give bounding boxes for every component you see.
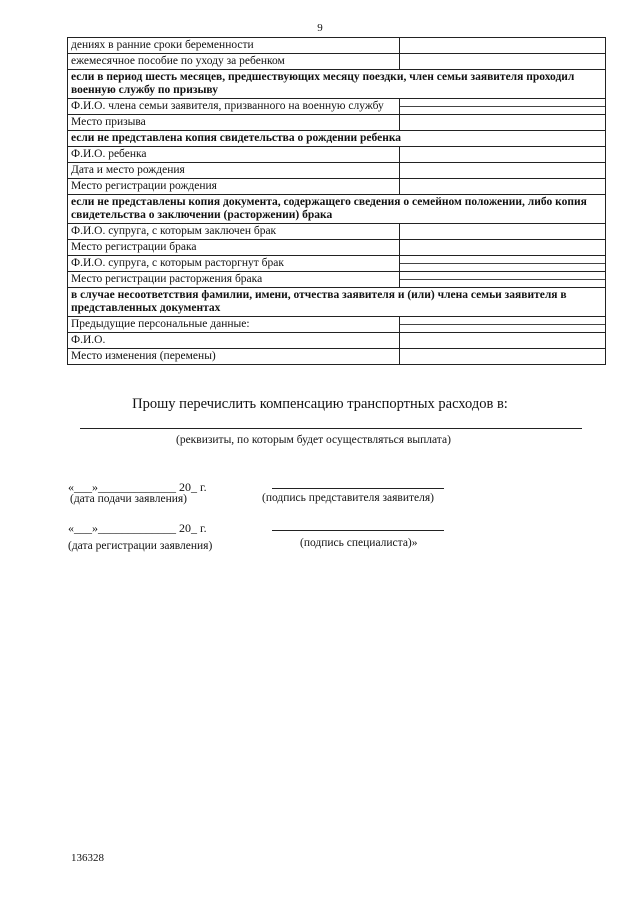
section-heading: если не представлена копия свидетельства о рождении ребенка bbox=[68, 131, 606, 147]
requisites-line bbox=[80, 428, 582, 429]
submission-signature-caption: (подпись представителя заявителя) bbox=[262, 492, 434, 504]
registration-date-line: «___»_____________ 20_ г. bbox=[68, 521, 207, 535]
field-label: Ф.И.О. супруга, с которым заключен брак bbox=[68, 224, 400, 240]
field-label: Ф.И.О. члена семьи заявителя, призванного на военную службу bbox=[68, 99, 400, 115]
section-row bbox=[68, 195, 606, 224]
submission-date-line: «___»_____________ 20_ г. bbox=[68, 480, 207, 494]
section-heading: в случае несоответствия фамилии, имени, отчества заявителя и (или) члена семьи заявителя в представленных документах bbox=[68, 288, 606, 317]
form-table bbox=[67, 37, 606, 365]
value-cell-divider bbox=[400, 263, 605, 264]
field-label: Ф.И.О. ребенка bbox=[68, 147, 400, 163]
section-heading: если в период шесть месяцев, предшествующих месяцу поездки, член семьи заявителя проходил военную службу по призыву bbox=[68, 70, 606, 99]
field-value-cell bbox=[400, 333, 606, 349]
field-label: Дата и место рождения bbox=[68, 163, 400, 179]
field-value-cell bbox=[400, 179, 606, 195]
field-label: Место призыва bbox=[68, 115, 400, 131]
table-row bbox=[68, 333, 606, 349]
field-value-cell bbox=[400, 240, 606, 256]
submission-signature-line bbox=[272, 488, 444, 489]
registration-date-caption: (дата регистрации заявления) bbox=[68, 540, 213, 552]
field-value-cell bbox=[400, 115, 606, 131]
document-code: 136328 bbox=[71, 852, 104, 864]
table-row bbox=[68, 240, 606, 256]
field-value-cell bbox=[400, 272, 606, 288]
section-row bbox=[68, 288, 606, 317]
section-heading: если не представлены копия документа, содержащего сведения о семейном положении, либо копия свидетельства о заключении (расторжении) брака bbox=[68, 195, 606, 224]
table-row bbox=[68, 224, 606, 240]
field-value-cell bbox=[400, 256, 606, 272]
table-row bbox=[68, 272, 606, 288]
field-label: Место регистрации расторжения брака bbox=[68, 272, 400, 288]
field-label: Предыдущие персональные данные: bbox=[68, 317, 400, 333]
table-row bbox=[68, 38, 606, 54]
request-text: Прошу перечислить компенсацию транспортных расходов в: bbox=[132, 396, 508, 412]
table-row bbox=[68, 163, 606, 179]
section-row bbox=[68, 70, 606, 99]
value-cell-divider bbox=[400, 324, 605, 325]
field-label: Ф.И.О. супруга, с которым расторгнут брак bbox=[68, 256, 400, 272]
table-row bbox=[68, 147, 606, 163]
table-row bbox=[68, 99, 606, 115]
field-value-cell bbox=[400, 163, 606, 179]
field-value-cell bbox=[400, 317, 606, 333]
value-cell-divider bbox=[400, 106, 605, 107]
page-number: 9 bbox=[317, 22, 323, 34]
table-row bbox=[68, 179, 606, 195]
field-label: дениях в ранние сроки беременности bbox=[68, 38, 400, 54]
table-row bbox=[68, 115, 606, 131]
field-label: Место изменения (перемены) bbox=[68, 349, 400, 365]
table-row bbox=[68, 256, 606, 272]
submission-date-caption: (дата подачи заявления) bbox=[70, 493, 187, 505]
table-row bbox=[68, 54, 606, 70]
value-cell-divider bbox=[400, 279, 605, 280]
registration-signature-line bbox=[272, 530, 444, 531]
form-table-body bbox=[68, 38, 606, 365]
field-label: ежемесячное пособие по уходу за ребенком bbox=[68, 54, 400, 70]
field-label: Место регистрации брака bbox=[68, 240, 400, 256]
field-value-cell bbox=[400, 54, 606, 70]
requisites-caption: (реквизиты, по которым будет осуществляться выплата) bbox=[176, 434, 451, 446]
field-value-cell bbox=[400, 224, 606, 240]
field-value-cell bbox=[400, 349, 606, 365]
registration-signature-caption: (подпись специалиста)» bbox=[300, 537, 418, 549]
field-value-cell bbox=[400, 99, 606, 115]
table-row bbox=[68, 349, 606, 365]
field-label: Ф.И.О. bbox=[68, 333, 400, 349]
section-row bbox=[68, 131, 606, 147]
field-label: Место регистрации рождения bbox=[68, 179, 400, 195]
field-value-cell bbox=[400, 38, 606, 54]
table-row bbox=[68, 317, 606, 333]
field-value-cell bbox=[400, 147, 606, 163]
